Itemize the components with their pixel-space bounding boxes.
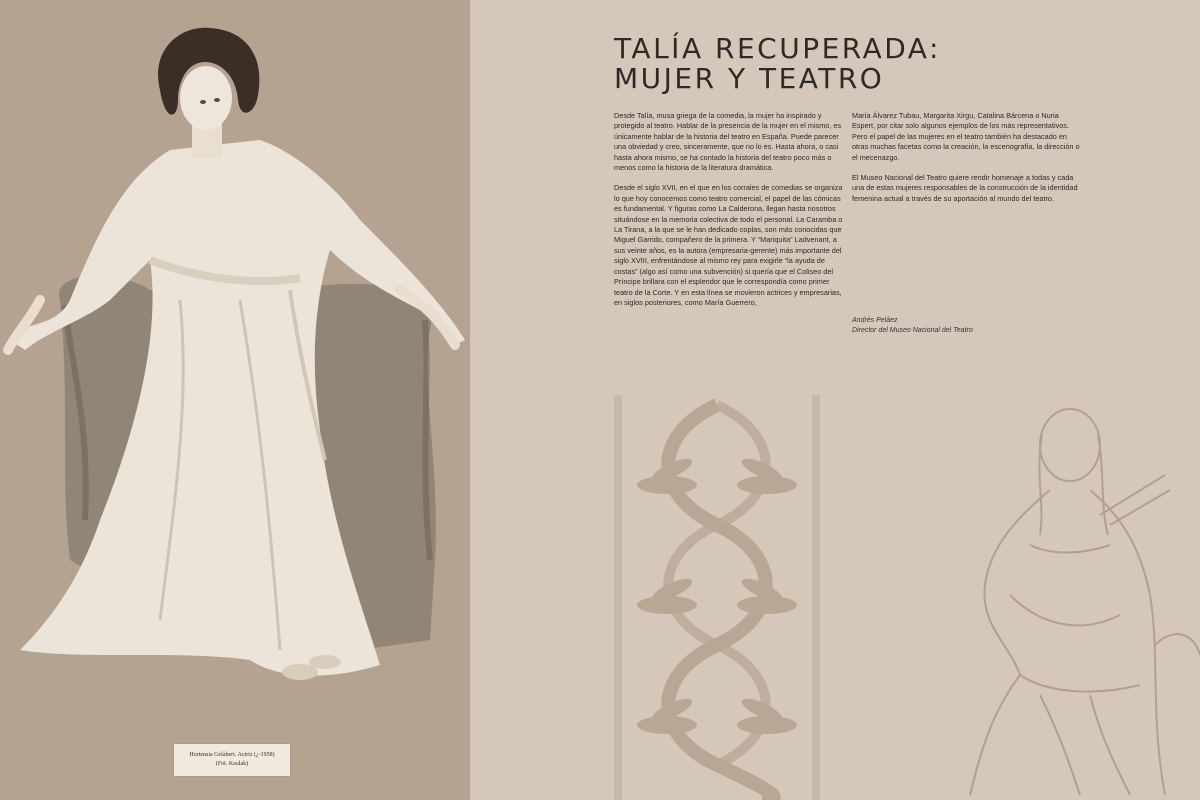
text-column-2 [852, 111, 1082, 214]
caption-line-2: (Fot. Kaulak) [215, 761, 249, 767]
actress-photograph [0, 0, 470, 720]
left-page [0, 0, 470, 800]
page-title [614, 34, 941, 94]
signature-role: Director del Museo Nacional del Teatro [852, 327, 973, 334]
photo-caption [173, 743, 291, 777]
paragraph: El Museo Nacional del Teatro quiere rendir homenaje a todas y cada una de estas mujeres responsables de la construcción de la identidad femenina actual a través de su aportación al mundo del teatro. [852, 173, 1078, 203]
signature [852, 316, 973, 336]
paragraph: Desde Talía, musa griega de la comedia, la mujer ha inspirado y protegido al teatro. Hablar de la presencia de la mujer en el mismo, es únicamente hablar de la historia del teatro en España. Puede parecer una obviedad y creo, sinceramente, que no lo es. Hasta ahora, o casi hasta ahora mismo, se ha contado la historia del teatro poco más o menos como la historia de la literatura dramática. [614, 111, 842, 173]
caption-line-1: Hortensia Gelabert. Actriz (¿-1958) [189, 752, 275, 758]
title-line-2: MUJER Y TEATRO [614, 62, 885, 95]
paragraph: Desde el siglo XVII, en el que en los corrales de comedias se organiza lo que hoy conocemos como teatro comercial, el papel de las cómicas es fundamental. Y figuras como La Calderona, llegan hasta nosotros situándose en la memoria colectiva de todo el personal. La Caramba o La Tirana, a la que se le han dedicado coplas, son más conocidas que Miguel Garrido, compañero de la primera. Y “Mariquita” Ladvenant, a sus veinte años, es la autora (empresaria-gerente) más importante del siglo XVIII, enfrentándose al mismo rey para exigirle “la ayuda de costas” (algo así como una subvención) si quería que el Coliseo del Príncipe brillara con el esplendor que le correspondía como primer teatro de la Corte. Y en esta línea se movieron actrices y empresarias, en siglos posteriores, como María Guerrero, [614, 183, 843, 307]
text-column-1 [614, 111, 844, 318]
signature-name: Andrés Peláez [852, 317, 898, 324]
title-line-1: TALÍA RECUPERADA: [614, 32, 941, 65]
decorative-ornament-band [612, 395, 822, 800]
muse-engraving [950, 395, 1200, 800]
paragraph: María Álvarez Tubau, Margarita Xirgu, Catalina Bárcena o Nuria Espert, por citar solo algunos ejemplos de los más representativos. Pero el papel de las mujeres en el teatro también ha destacado en otras muchas facetas como la creación, la escenografía, la dirección o el mecenazgo. [852, 111, 1080, 162]
